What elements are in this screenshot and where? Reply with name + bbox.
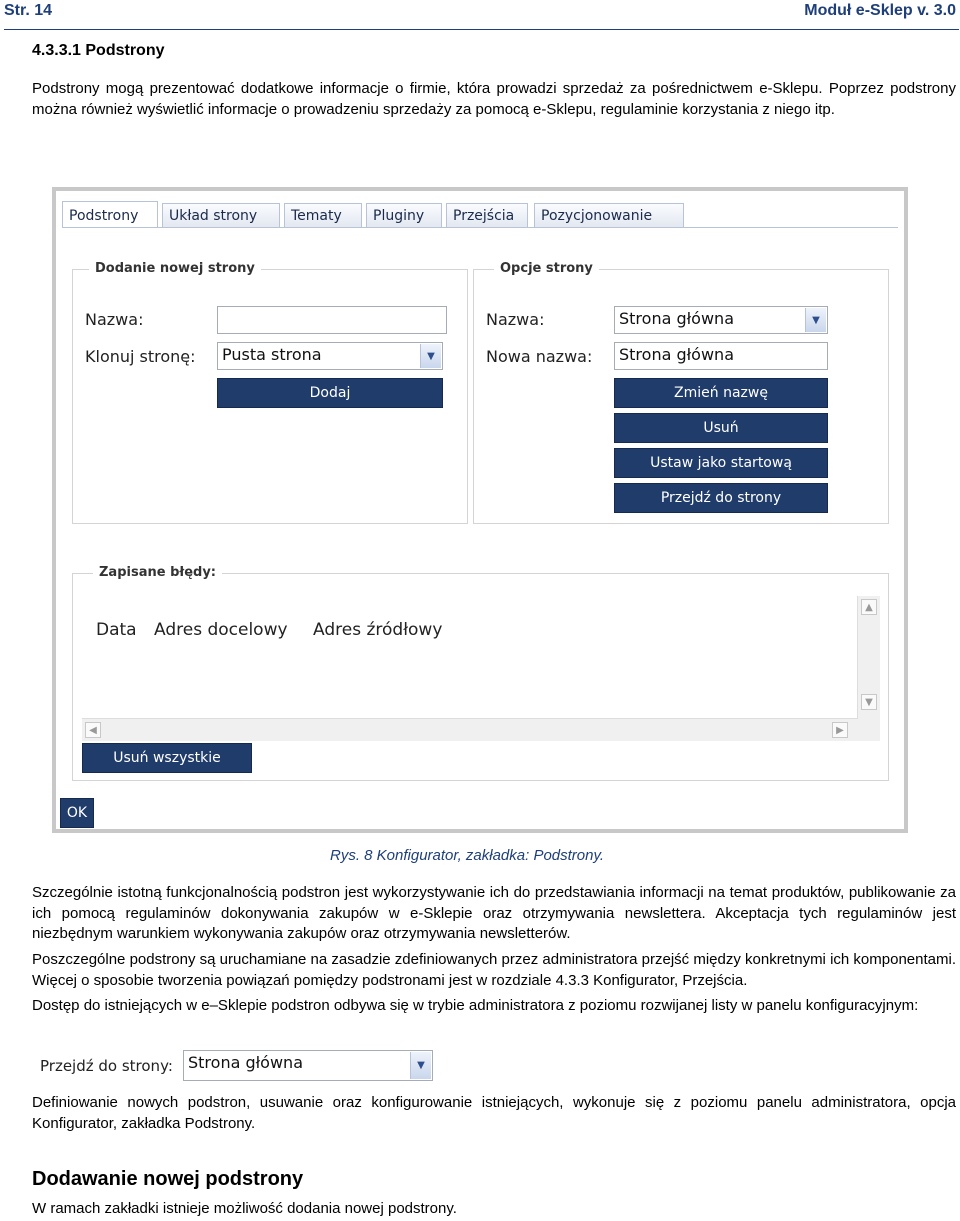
paragraph-2: Poszczególne podstrony są uruchamiane na zasadzie zdefiniowanych przez administratora przejść między konkretnymi ich komponentami. Więcej o sposobie tworzenia powiązań pomiędzy podstronami jest w rozdziale 4.3.3 Konfigurator, Przejścia.: [32, 951, 956, 989]
figure-caption: Rys. 8 Konfigurator, zakładka: Podstrony.: [330, 847, 605, 864]
tab-przejscia[interactable]: Przejścia: [446, 203, 528, 227]
page-select[interactable]: [614, 306, 828, 334]
header-divider: [4, 29, 959, 30]
new-page-name-input[interactable]: [217, 306, 447, 334]
section-heading: 4.3.3.1 Podstrony: [32, 42, 165, 59]
scroll-up-icon[interactable]: ▲: [861, 599, 877, 615]
scroll-down-icon[interactable]: ▼: [861, 694, 877, 710]
goto-widget: [36, 1050, 436, 1082]
intro-paragraph: Podstrony mogą prezentować dodatkowe informacje o firmie, która prowadzi sprzedaż za pośrednictwem e-Sklepu. Poprzez podstrony można również wyświetlić informacje o prowadzeniu sprzedaży za pomocą e-Sklepu, regulaminie korzystania z niego itp.: [32, 80, 956, 118]
add-button[interactable]: Dodaj: [217, 378, 443, 408]
paragraph-4: Definiowanie nowych podstron, usuwanie oraz konfigurowanie istniejących, wykonuje się z poziomu panelu administratora, opcja Konfigurator, zakładka Podstrony.: [32, 1094, 956, 1132]
page-select-value: Strona główna: [619, 309, 734, 328]
final-paragraph: W ramach zakładki istnieje możliwość dodania nowej podstrony.: [32, 1200, 457, 1217]
module-title: Moduł e-Sklep v. 3.0: [804, 2, 956, 19]
delete-page-button[interactable]: Usuń: [614, 413, 828, 443]
tab-podstrony[interactable]: Podstrony: [62, 201, 158, 227]
goto-page-value: Strona główna: [188, 1053, 303, 1072]
tab-uklad-strony[interactable]: Układ strony: [162, 203, 280, 227]
column-header-source: Adres źródłowy: [313, 620, 443, 640]
scroll-right-icon[interactable]: ▶: [832, 722, 848, 738]
column-header-date: Data: [96, 620, 137, 640]
set-start-button[interactable]: Ustaw jako startową: [614, 448, 828, 478]
new-name-label: Nowa nazwa:: [486, 347, 593, 366]
rename-button[interactable]: Zmień nazwę: [614, 378, 828, 408]
delete-all-button[interactable]: Usuń wszystkie: [82, 743, 252, 773]
add-page-legend: Dodanie nowej strony: [89, 261, 261, 276]
clone-page-value: Pusta strona: [222, 345, 322, 364]
chevron-down-icon: ▼: [805, 308, 826, 332]
ok-button[interactable]: OK: [60, 798, 94, 828]
page-number: Str. 14: [4, 2, 53, 19]
subheading: Dodawanie nowej podstrony: [32, 1168, 304, 1190]
paragraph-1: Szczególnie istotną funkcjonalnością podstron jest wykorzystywanie ich do przedstawiania informacji na temat produktów, publikowanie za ich pomocą regulaminów dokonywania zakupów w e-Sklepie oraz otrzymywania newslettera. Akceptacja tych regulaminów jest niezbędnym warunkiem wykonywania zakupów oraz otrzymywania newsletterów.: [32, 884, 956, 943]
vertical-scrollbar[interactable]: [857, 596, 880, 741]
chevron-down-icon: ▼: [410, 1052, 431, 1079]
new-name-input[interactable]: Strona główna: [614, 342, 828, 370]
column-header-target: Adres docelowy: [154, 620, 288, 640]
chevron-down-icon: ▼: [420, 344, 441, 368]
page-options-legend: Opcje strony: [494, 261, 599, 276]
name-label: Nazwa:: [85, 310, 144, 329]
goto-page-select[interactable]: [183, 1050, 433, 1081]
errors-legend: Zapisane błędy:: [93, 565, 222, 580]
page-name-label: Nazwa:: [486, 310, 545, 329]
tab-tematy[interactable]: Tematy: [284, 203, 362, 227]
add-page-fieldset: [72, 261, 468, 524]
clone-page-select[interactable]: [217, 342, 443, 370]
clone-label: Klonuj stronę:: [85, 347, 196, 366]
page-options-fieldset: [473, 261, 889, 524]
horizontal-scrollbar[interactable]: [82, 718, 858, 741]
goto-page-button[interactable]: Przejdź do strony: [614, 483, 828, 513]
goto-label: Przejdź do strony:: [40, 1057, 173, 1075]
configurator-screenshot: [52, 187, 908, 833]
scroll-left-icon[interactable]: ◀: [85, 722, 101, 738]
paragraph-3: Dostęp do istniejących w e–Sklepie podstron odbywa się w trybie administratora z poziomu rozwijanej listy w panelu konfiguracyjnym:: [32, 997, 919, 1014]
tab-pozycjonowanie[interactable]: Pozycjonowanie: [534, 203, 684, 227]
tab-pluginy[interactable]: Pluginy: [366, 203, 442, 227]
errors-table: [82, 596, 880, 741]
tab-divider: [62, 227, 898, 228]
